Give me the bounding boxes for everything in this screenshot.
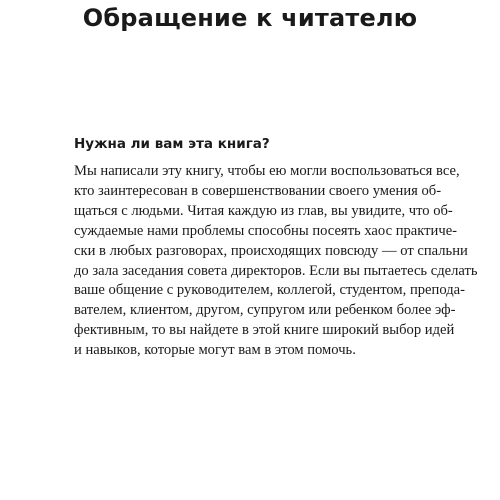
paragraph-line: суждаемые нами проблемы способны посеять хаос практиче-: [74, 223, 458, 239]
paragraph-line: фективным, то вы найдете в этой книге широкий выбор идей: [74, 322, 455, 338]
paragraph-line: ваше общение с руководителем, коллегой, студентом, препода-: [74, 282, 465, 298]
paragraph-line: Мы написали эту книгу, чтобы ею могли воспользоваться все,: [74, 163, 460, 179]
section-heading-who-needs-book: Нужна ли вам эта книга?: [74, 136, 270, 152]
chapter-title: Обращение к читателю: [82, 4, 418, 32]
paragraph-line: кто заинтересован в совершенствовании своего умения об-: [74, 183, 442, 199]
paragraph-line: щаться с людьми. Читая каждую из глав, вы увидите, что об-: [74, 203, 453, 219]
paragraph-line: до зала заседания совета директоров. Если вы пытаетесь сделать: [74, 263, 478, 279]
paragraph-line: ски в любых разговорах, происходящих повсюду — от спальни: [74, 243, 468, 259]
paragraph-line: вателем, клиентом, другом, супругом или ребенком более эф-: [74, 302, 456, 318]
paragraph-line: и навыков, которые могут вам в этом помочь.: [74, 342, 356, 358]
